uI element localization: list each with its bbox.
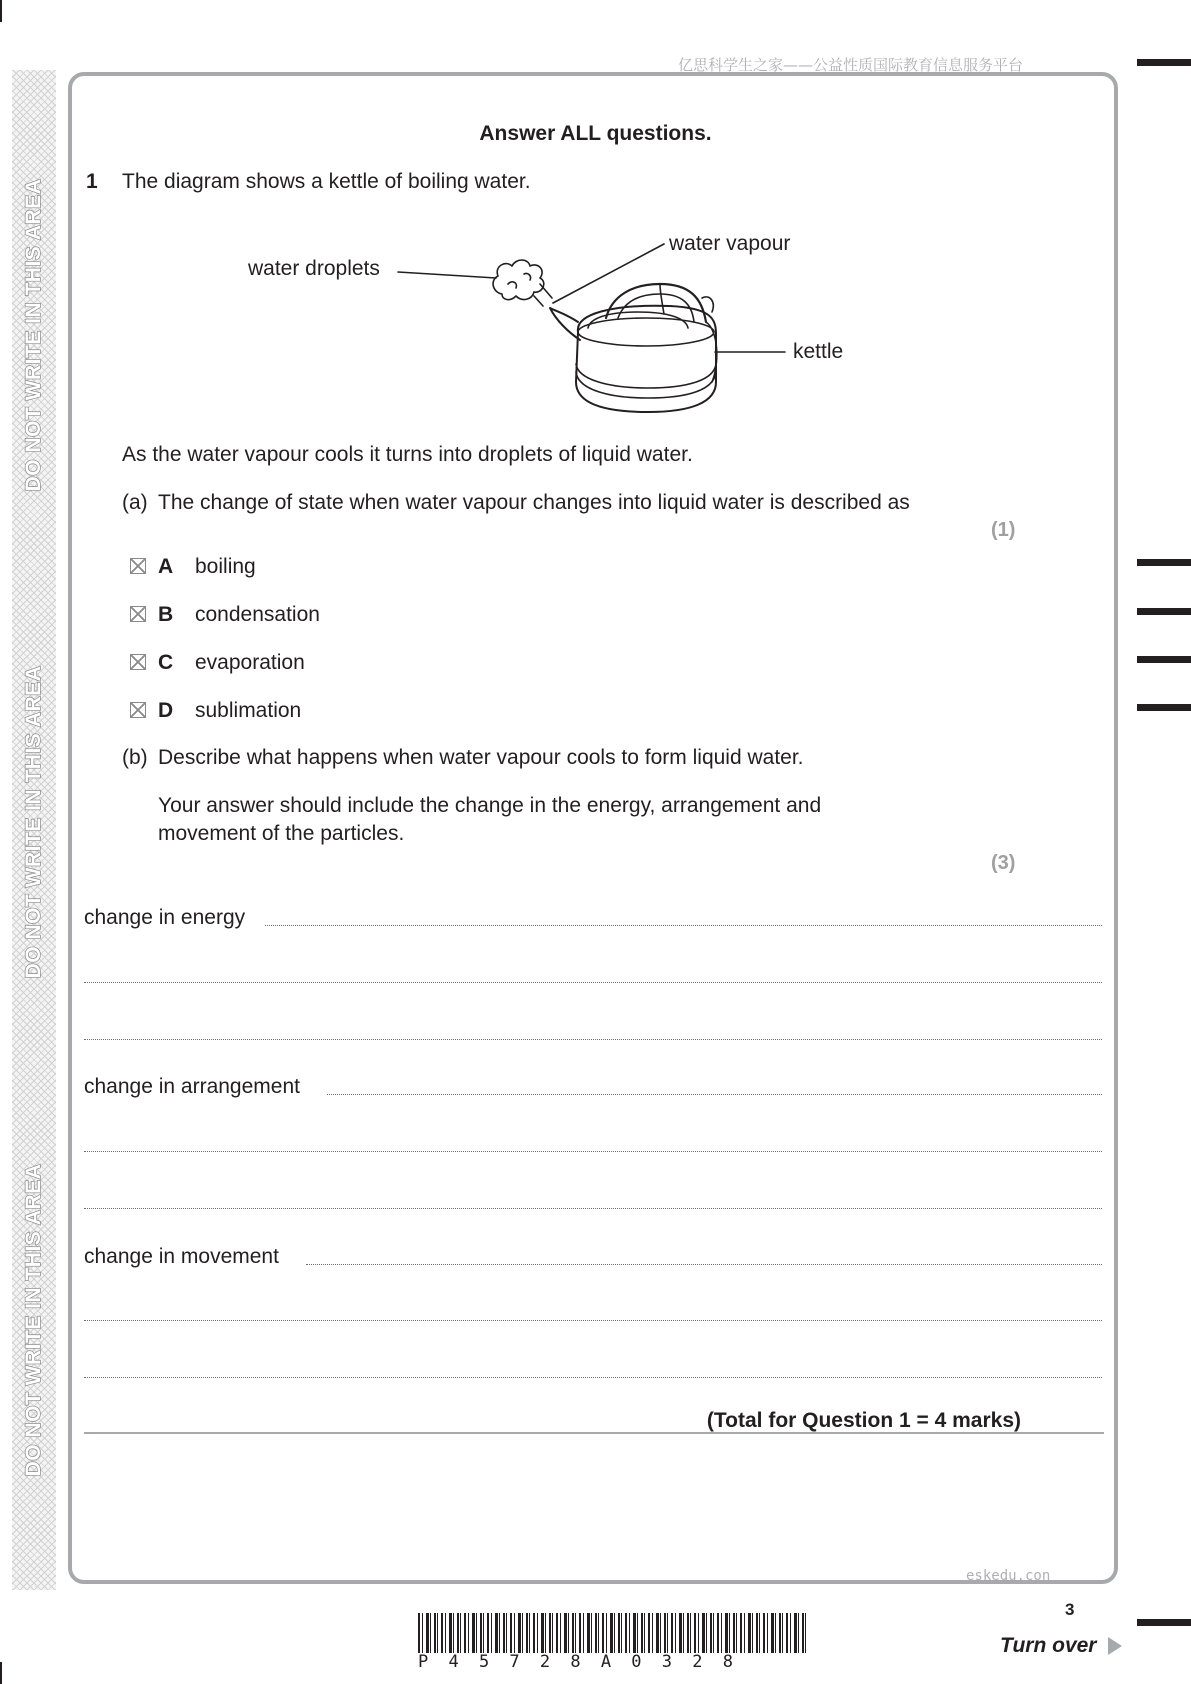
barcode <box>418 1613 808 1653</box>
option-d-checkbox[interactable] <box>130 702 146 718</box>
answer-line[interactable] <box>84 1208 1102 1209</box>
option-d-text: sublimation <box>195 699 302 722</box>
leader-line-vapour <box>553 244 664 303</box>
crop-mark <box>0 0 2 22</box>
prompt-arrangement: change in arrangement <box>84 1075 300 1098</box>
kettle-handle <box>606 284 706 322</box>
answer-line[interactable] <box>84 982 1102 983</box>
option-a-checkbox[interactable] <box>130 558 146 574</box>
barcode-text: P 4 5 7 2 8 A 0 3 2 8 <box>418 1652 735 1672</box>
prompt-energy: change in energy <box>84 906 246 929</box>
droplet-cloud <box>493 260 544 300</box>
option-b-text: condensation <box>195 603 320 626</box>
option-b-checkbox[interactable] <box>130 606 146 622</box>
footer-watermark: eskedu.con <box>966 1568 1051 1584</box>
total-marks: (Total for Question 1 = 4 marks) <box>706 1409 1021 1432</box>
answer-line[interactable] <box>84 1377 1102 1378</box>
registration-mark <box>1137 59 1191 66</box>
question-stem: The diagram shows a kettle of boiling water. <box>122 170 531 193</box>
turn-over-text: Turn over <box>1000 1634 1097 1657</box>
kettle-spout <box>550 308 580 340</box>
label-kettle: kettle <box>793 340 844 363</box>
turn-over-arrow-icon <box>1108 1637 1122 1655</box>
answer-line[interactable] <box>84 1320 1102 1321</box>
part-a-marks: (1) <box>991 519 1016 541</box>
option-d-letter: D <box>158 699 174 722</box>
part-b-marks: (3) <box>991 852 1016 874</box>
registration-mark <box>1137 704 1191 711</box>
part-b-instruction: Your answer should include the change in the energy, arrangement and <box>158 794 822 817</box>
registration-mark <box>1137 559 1191 566</box>
option-a-text: boiling <box>195 555 256 578</box>
question-number: 1 <box>86 170 98 193</box>
label-water-vapour: water vapour <box>669 232 791 255</box>
option-b-letter: B <box>158 603 174 626</box>
option-c-text: evaporation <box>195 651 305 674</box>
registration-mark <box>1137 608 1191 615</box>
option-a-letter: A <box>158 555 174 578</box>
part-a-label: (a) <box>122 491 148 514</box>
answer-line[interactable] <box>306 1264 1102 1265</box>
answer-line[interactable] <box>84 1039 1102 1040</box>
crop-mark <box>0 1662 2 1684</box>
option-c-letter: C <box>158 651 174 674</box>
option-c-checkbox[interactable] <box>130 654 146 670</box>
part-b-label: (b) <box>122 746 148 769</box>
part-b-text: Describe what happens when water vapour cools to form liquid water. <box>158 746 804 769</box>
answer-line[interactable] <box>265 925 1102 926</box>
page-number: 3 <box>1065 1600 1075 1619</box>
section-rule <box>84 1432 1104 1434</box>
answer-line[interactable] <box>327 1094 1102 1095</box>
registration-mark <box>1137 1619 1191 1626</box>
part-a-text: The change of state when water vapour changes into liquid water is described as <box>158 491 910 514</box>
answer-line[interactable] <box>84 1151 1102 1152</box>
leader-line-droplets <box>398 272 496 278</box>
top-watermark: 亿思科学生之家——公益性质国际教育信息服务平台 <box>678 56 1024 74</box>
question-context: As the water vapour cools it turns into droplets of liquid water. <box>122 443 693 466</box>
label-water-droplets: water droplets <box>248 257 380 280</box>
page-heading: Answer ALL questions. <box>479 122 712 145</box>
prompt-movement: change in movement <box>84 1245 279 1268</box>
part-b-instruction: movement of the particles. <box>158 822 405 845</box>
registration-mark <box>1137 656 1191 663</box>
